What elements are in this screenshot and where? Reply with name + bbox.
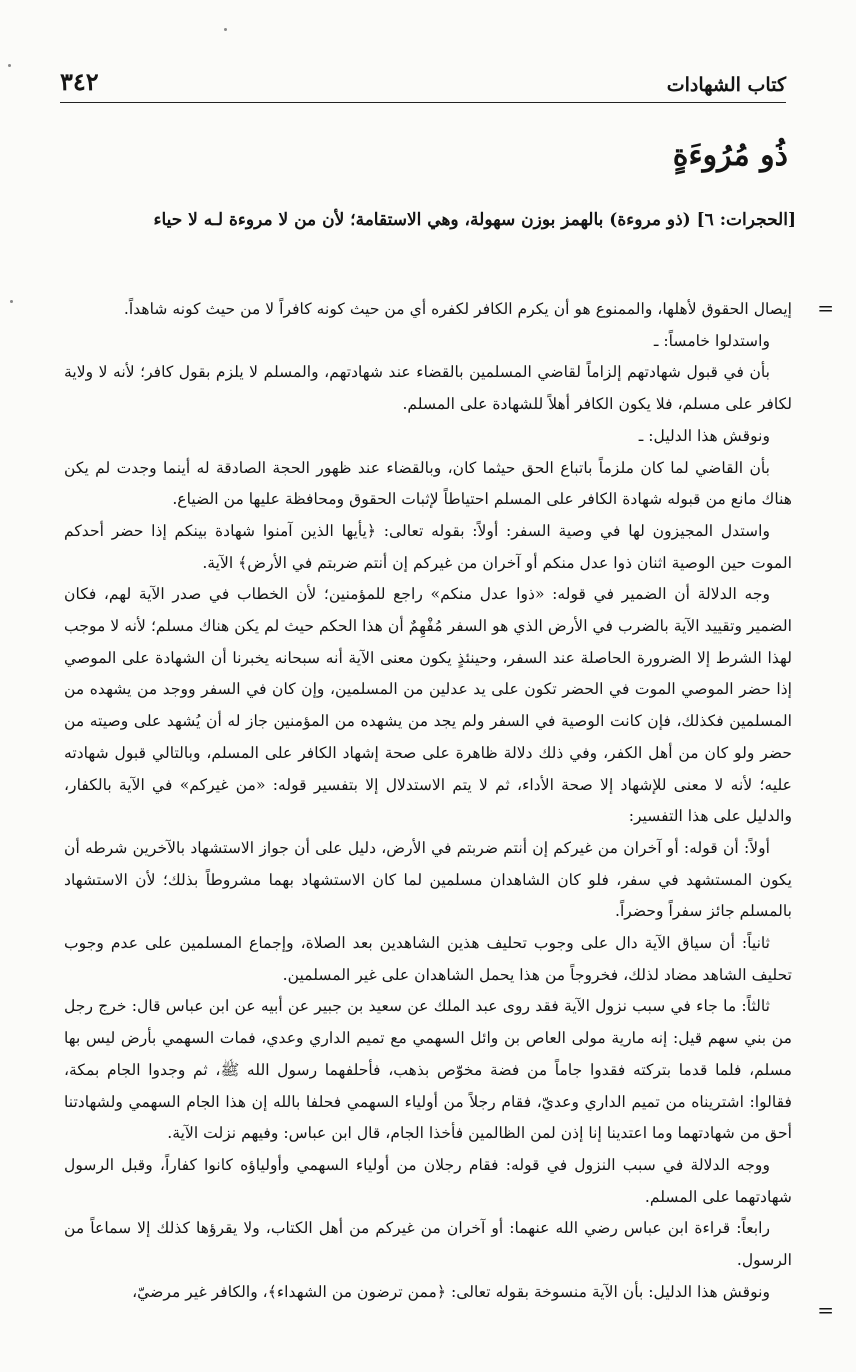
continuation-mark-top: =: [817, 296, 834, 320]
running-title: كتاب الشهادات: [666, 74, 786, 96]
header-rule: [60, 102, 786, 103]
paragraph: ووجه الدلالة في سبب النزول في قوله: فقام رجلان من أولياء السهمي وأولياؤه كانوا كفاراً، وقبل الرسول شهادتهما على المسلم.: [64, 1155, 792, 1206]
continuation-mark-bottom: =: [817, 1298, 834, 1322]
paragraph: ونوقش هذا الدليل: بأن الآية منسوخة بقوله تعالى: ﴿ممن ترضون من الشهداء﴾، والكافر غير مرضيّ،: [132, 1282, 770, 1301]
paragraph: ثالثاً: ما جاء في سبب نزول الآية فقد روى عبد الملك عن سعيد بن جبير عن أبيه عن ابن عباس قال: خرج رجل من بني سهم قيل: إنه مارية مولى العاص بن وائل السهمي مع تميم الداري وعدي، فمات السهمي بأرض ليس بها مسلم، فلما قدما بتركته فقدوا جاماً من فضة مخوّص بذهب، فأحلفهما رسول الله ﷺ، ثم وجدوا الجام بمكة، فقالوا: اشتريناه من تميم الداري وعديّ، فقام رجلاً من أولياء السهمي فحلفا بالله إن هذا الجام السهمي ولشهادتنا أحق من شهادتهما وما اعتدينا إنا إذن لمن الظالمين فأخذا الجام، قال ابن عباس: وفيهم نزلت الآية.: [64, 997, 792, 1143]
paragraph: وجه الدلالة أن الضمير في قوله: «ذوا عدل منكم» راجع للمؤمنين؛ لأن الخطاب في صدر الآية لهم، فكان الضمير وتقييد الآية بالضرب في الأرض الذي هو السفر مُفْهِمٌ أن هذا الحكم حيث لم يكن هناك مسلم؛ لأنه لا موجب لهذا الشرط إلا الضرورة الحاصلة عند السفر، وحينئذٍ يكون معنى الآية أنه سبحانه يخبرنا أن الشهادة على الموصي إذا حضر الموصي الموت في الحضر تكون على يد عدلين من المسلمين، وإن كان في السفر ووجد من يشهده من المسلمين فكذلك، فإن كانت الوصية في السفر ولم يجد من يشهده من المؤمنين جاز له أن يُشهد على وصيته من حضر ولو كان من أهل الكفر، وفي ذلك دلالة ظاهرة على صحة إشهاد الكافر على المسلم، وبالتالي قبول شهادته عليه؛ لأنه لا معنى للإشهاد إلا صحة الأداء، ثم لا يتم الاستدلال إلا بتفسير قوله: «من غيركم» في الآية بالكفار، والدليل على هذا التفسير:: [64, 585, 792, 826]
paragraph: بأن القاضي لما كان ملزماً باتباع الحق حيثما كان، وبالقضاء عند ظهور الحجة الصادقة له أينما وجدت لم يكن هناك مانع من قبوله شهادة الكافر على المسلم احتياطاً لإثبات الحقوق ومحافظة عليها من الضياع.: [64, 458, 792, 509]
matn-heading: ذُو مُرُوءَةٍ: [672, 138, 788, 173]
paragraph: واستدل المجيزون لها في وصية السفر: أولاً: بقوله تعالى: ﴿يأيها الذين آمنوا شهادة بينكم إذا حضر أحدكم الموت حين الوصية اثنان ذوا عدل منكم أو آخران من غيركم إن أنتم ضربتم في الأرض﴾ الآية.: [64, 521, 792, 572]
body-text: [64, 294, 792, 1309]
scan-speck: [10, 300, 13, 303]
paragraph: واستدلوا خامساً: ـ: [653, 331, 770, 350]
scan-speck: [8, 64, 11, 67]
paragraph: بأن في قبول شهادتهم إلزاماً لقاضي المسلمين بالقضاء عند شهادتهم، والمسلم لا يلزم بقول كافر؛ لأنه لا ولاية لكافر على مسلم، فلا يكون الكافر أهلاً للشهادة على المسلم.: [64, 363, 792, 414]
page-number: ٣٤٢: [60, 67, 99, 96]
paragraph: رابعاً: قراءة ابن عباس رضي الله عنهما: أو آخران من غيركم من أهل الكتاب، ولا يقرؤها كذلك إلا سماعاً من الرسول.: [64, 1219, 792, 1270]
commentary-line: [الحجرات: ٦] (ذو مروءة) بالهمز بوزن سهولة، وهي الاستقامة؛ لأن من لا مروءة لـه لا حياء: [153, 210, 796, 230]
page-header: [60, 62, 786, 96]
paragraph: أولاً: أن قوله: أو آخران من غيركم إن أنتم ضربتم في الأرض، دليل على أن جواز الاستشهاد بالآخرين شرطه أن يكون المستشهد في سفر، فلو كان الشاهدان مسلمين لما كان الاستشهاد بهما مشروطاً بذلك؛ لأن الاستشهاد بالمسلم جائز سفراً وحضراً.: [64, 838, 792, 921]
paragraph: إيصال الحقوق لأهلها، والممنوع هو أن يكرم الكافر لكفره أي من حيث كونه كافراً لا من حيث كونه شاهداً.: [123, 300, 792, 318]
scan-speck: [224, 28, 227, 31]
paragraph: ونوقش هذا الدليل: ـ: [638, 426, 770, 445]
paragraph: ثانياً: أن سياق الآية دال على وجوب تحليف هذين الشاهدين بعد الصلاة، وإجماع المسلمين على عدم وجوب تحليف الشاهد مضاد لذلك، فخروجاً من هذا يحمل الشاهدان على غير المسلمين.: [64, 934, 792, 984]
